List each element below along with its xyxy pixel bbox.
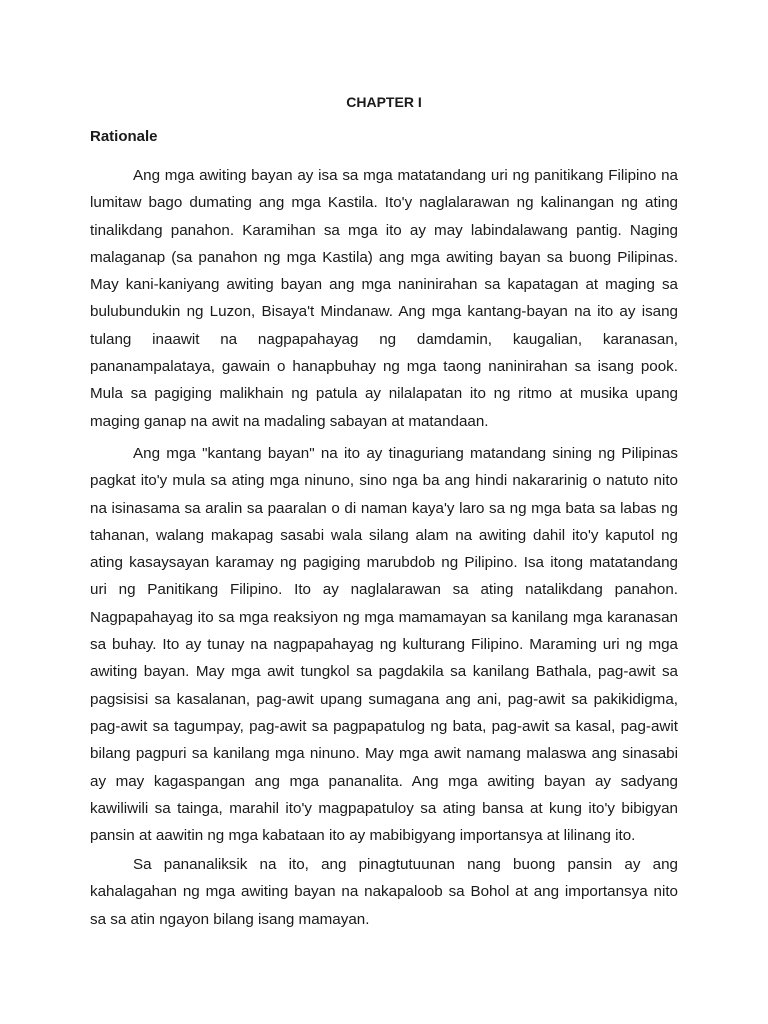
paragraph-2: Ang mga "kantang bayan" na ito ay tinaguriang matandang sining ng Pilipinas pagkat ito'y mula sa ating mga ninuno, sino nga ba ang hindi nakararinig o natuto nito na isinasama sa aralin sa paaralan o di naman kaya'y laro sa ng mga bata sa labas ng tahanan, walang makapag sasabi wala silang alam na awiting dahil ito'y kaputol ng ating kasaysayan karamay ng pagiging marubdob ng Pilipino. Isa itong matatandang uri ng Panitikang Filipino. Ito ay naglalarawan sa ating natalikdang panahon. Nagpapahayag ito sa mga reaksiyon ng mga mamamayan sa kanilang mga karanasan sa buhay. Ito ay tunay na nagpapahayag ng kulturang Filipino. Maraming uri ng mga awiting bayan. May mga awit tungkol sa pagdakila sa kanilang Bathala, pag-awit sa pagsisisi sa kasalanan, pag-awit upang sumagana ang ani, pag-awit sa pakikidigma, pag-awit sa tagumpay, pag-awit sa pagpapatulog ng bata, pag-awit sa kasal, pag-awit bilang pagpuri sa kanilang mga ninuno. May mga awit namang malaswa ang sinasabi ay may kagaspangan ang mga pananalita. Ang mga awiting bayan ay sadyang kawiliwili sa tainga, marahil ito'y magpapatuloy sa ating bansa at kung ito'y bibigyan pansin at aawitin ng mga kabataan ito ay mabibigyang importansya at lilinang ito. (90, 445, 678, 845)
section-heading: Rationale (90, 128, 158, 145)
paragraph-1: Ang mga awiting bayan ay isa sa mga matatandang uri ng panitikang Filipino na lumitaw bago dumating ang mga Kastila. Ito'y naglalarawan ng kalinangan ng ating tinalikdang panahon. Karamihan sa mga ito ay may labindalawang pantig. Naging malaganap (sa panahon ng mga Kastila) ang mga awiting bayan sa buong Pilipinas. May kani-kaniyang awiting bayan ang mga naninirahan sa kapatagan at maging sa bulubundukin ng Luzon, Bisaya't Mindanaw. Ang mga kantang-bayan na ito ay isang tulang inaawit na nagpapahayag ng damdamin, kaugalian, karanasan, pananampalataya, gawain o hanapbuhay ng mga taong naninirahan sa isang pook. Mula sa pagiging malikhain ng patula ay nilalapatan ito ng ritmo at musika upang maging ganap na awit na madaling sabayan at matandaan. (90, 167, 678, 430)
chapter-title: CHAPTER I (346, 94, 422, 110)
paragraph-3: Sa pananaliksik na ito, ang pinagtutuunan nang buong pansin ay ang kahalagahan ng mga awiting bayan na nakapaloob sa Bohol at ang importansya nito sa sa atin ngayon bilang isang mamayan. (90, 856, 678, 928)
